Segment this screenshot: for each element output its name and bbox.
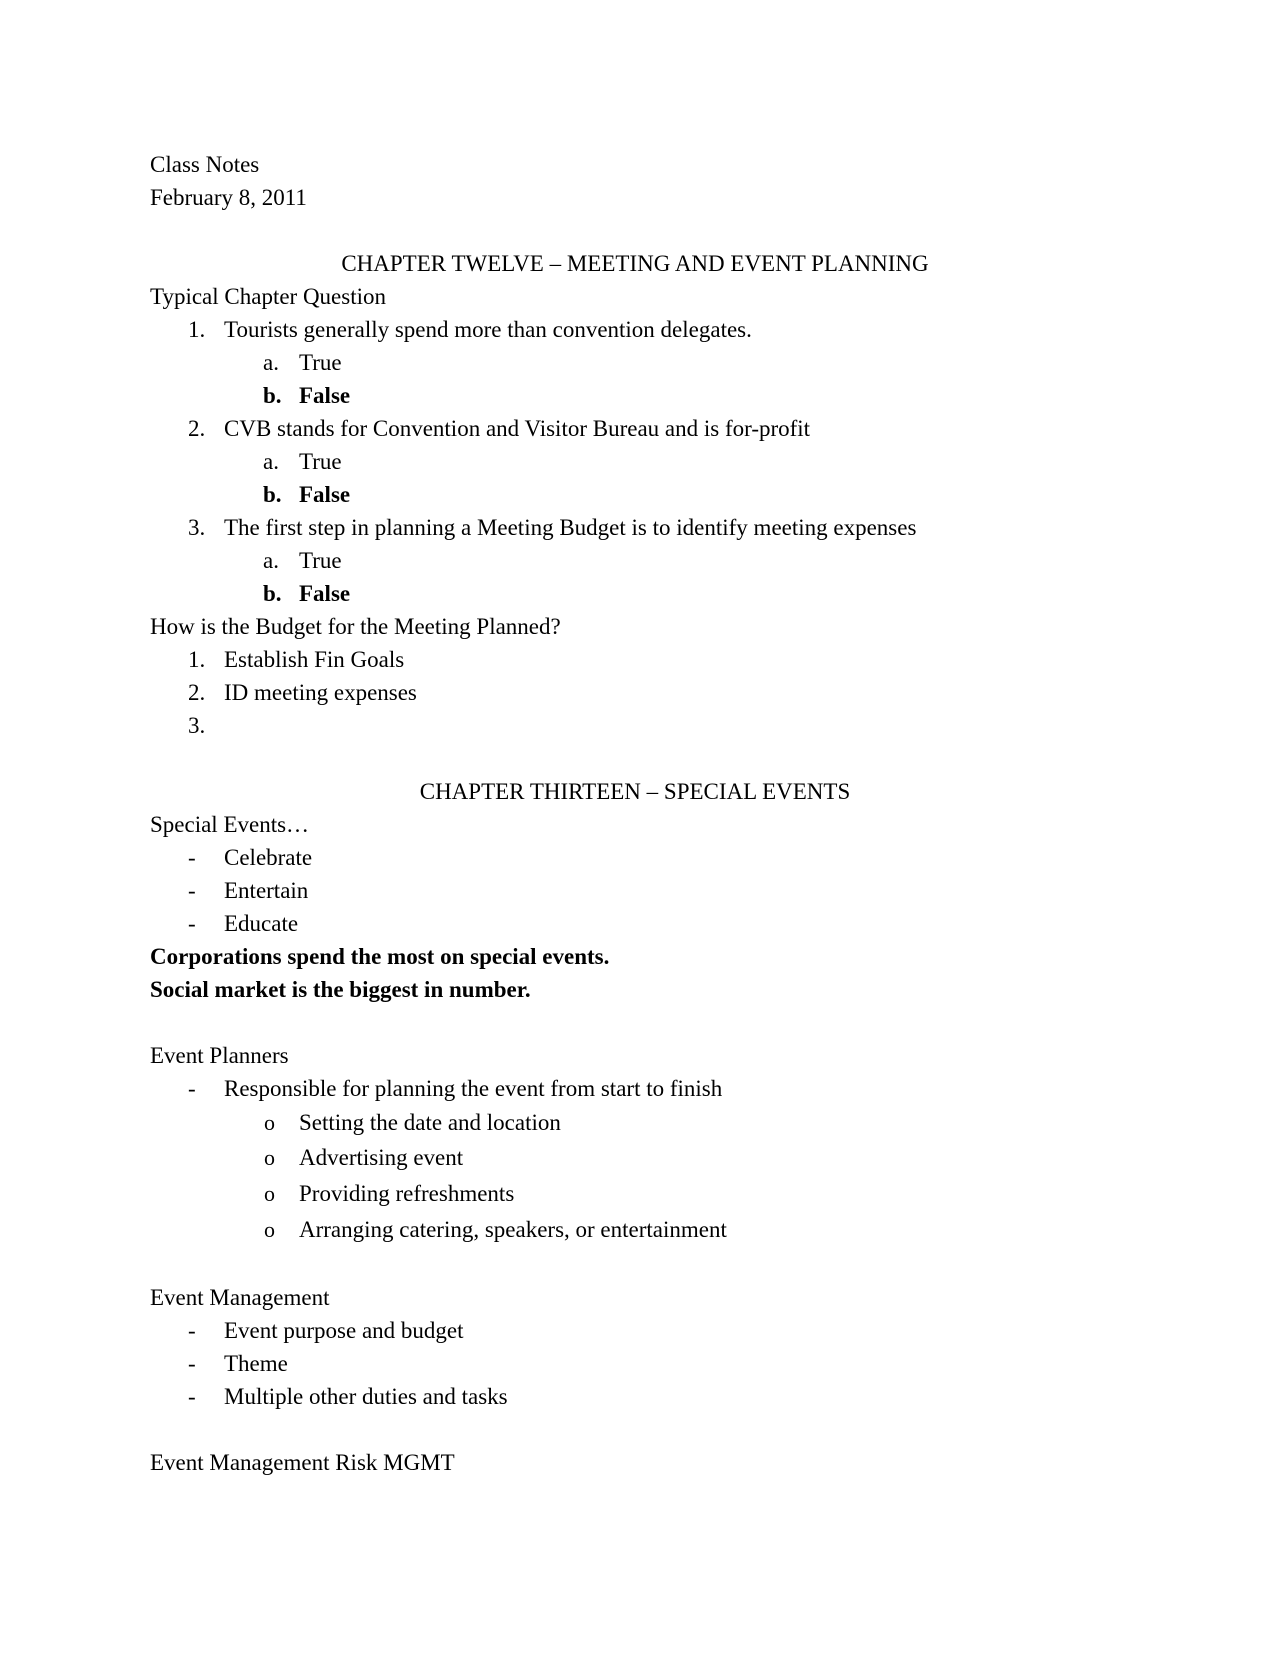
typical-question-heading: Typical Chapter Question [150, 284, 386, 309]
step-text: Establish Fin Goals [224, 647, 405, 672]
dash-bullet: - [188, 1384, 196, 1409]
item-text: Educate [224, 911, 299, 936]
circle-bullet: o [264, 1217, 275, 1242]
step-number: 1. [188, 647, 206, 672]
question-number: 2. [188, 416, 206, 441]
option-text: True [299, 350, 342, 375]
option-letter: b. [263, 383, 282, 408]
dash-bullet: - [188, 845, 196, 870]
document-date: February 8, 2011 [150, 185, 307, 210]
dash-bullet: - [188, 1076, 196, 1101]
option-letter: b. [263, 581, 282, 606]
event-planners-label: Event Planners [150, 1043, 289, 1068]
dash-bullet: - [188, 878, 196, 903]
option-text: True [299, 548, 342, 573]
option-letter: a. [263, 350, 279, 375]
step-number: 2. [188, 680, 206, 705]
option-text: False [299, 581, 351, 606]
special-events-label: Special Events… [150, 812, 310, 837]
circle-bullet: o [264, 1181, 275, 1206]
budget-heading: How is the Budget for the Meeting Planned? [150, 614, 561, 639]
question-text: The first step in planning a Meeting Budget is to identify meeting expenses [224, 515, 917, 540]
subitem-text: Providing refreshments [299, 1181, 515, 1206]
bold-statement: Corporations spend the most on special events. [150, 944, 610, 969]
item-text: Event purpose and budget [224, 1318, 464, 1343]
bold-statement: Social market is the biggest in number. [150, 977, 531, 1002]
option-text: False [299, 383, 351, 408]
document-title: Class Notes [150, 152, 260, 177]
option-letter: a. [263, 548, 279, 573]
dash-bullet: - [188, 1351, 196, 1376]
option-text: True [299, 449, 342, 474]
subitem-text: Setting the date and location [299, 1110, 561, 1135]
chapter-twelve-heading: CHAPTER TWELVE – MEETING AND EVENT PLANNING [341, 251, 929, 276]
item-text: Theme [224, 1351, 288, 1376]
option-letter: a. [263, 449, 279, 474]
subitem-text: Arranging catering, speakers, or entertainment [299, 1217, 727, 1242]
step-number: 3. [188, 713, 206, 738]
chapter-thirteen-heading: CHAPTER THIRTEEN – SPECIAL EVENTS [419, 779, 851, 804]
dash-bullet: - [188, 1318, 196, 1343]
item-text: Responsible for planning the event from start to finish [224, 1076, 723, 1101]
question-text: Tourists generally spend more than convention delegates. [224, 317, 752, 342]
option-letter: b. [263, 482, 282, 507]
subitem-text: Advertising event [299, 1145, 464, 1170]
circle-bullet: o [264, 1110, 275, 1135]
question-text: CVB stands for Convention and Visitor Bureau and is for-profit [224, 416, 811, 441]
circle-bullet: o [264, 1145, 275, 1170]
question-number: 3. [188, 515, 206, 540]
item-text: Multiple other duties and tasks [224, 1384, 508, 1409]
item-text: Entertain [224, 878, 309, 903]
event-management-label: Event Management [150, 1285, 330, 1310]
question-number: 1. [188, 317, 206, 342]
risk-management-label: Event Management Risk MGMT [150, 1450, 455, 1475]
option-text: False [299, 482, 351, 507]
item-text: Celebrate [224, 845, 313, 870]
dash-bullet: - [188, 911, 196, 936]
step-text: ID meeting expenses [224, 680, 417, 705]
